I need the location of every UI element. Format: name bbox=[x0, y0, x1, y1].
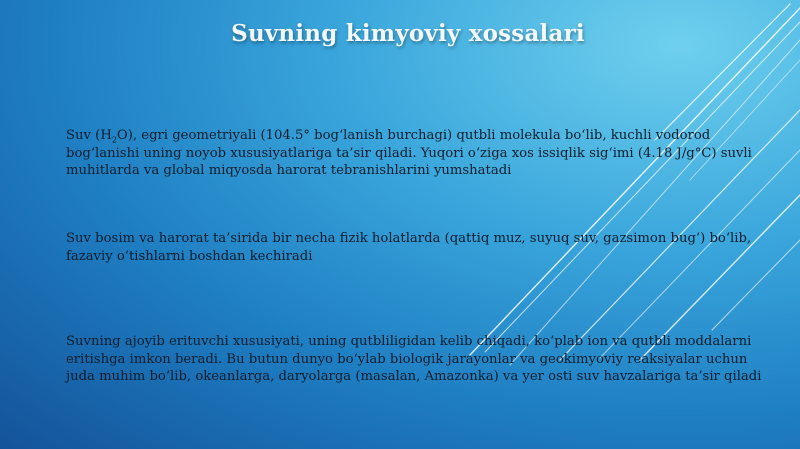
paragraph-text-part: Suv (H bbox=[66, 128, 112, 143]
deco-line bbox=[470, 8, 800, 355]
paragraph-text-part: O), egri geometriyali (104.5° bog‘lanish burchagi) qutbli molekula bo‘lib, kuchli vodorod bog‘lanishi uning noyob xususiyatlariga ta’sir qiladi. Yuqori o‘ziga xos issiqlik sig‘imi (4.18 J/g°C) suvli muhitlarda va global miqyosda harorat tebranishlarini yumshatadi bbox=[66, 128, 752, 179]
deco-line bbox=[510, 40, 800, 365]
deco-line bbox=[485, 22, 800, 352]
paragraph-physical-states: Suv bosim va harorat ta’sirida bir necha fizik holatlarda (qattiq muz, suyuq suv, gazsimon bug‘) bo‘lib, fazaviy o‘tishlarni boshdan kechiradi bbox=[66, 231, 752, 264]
paragraph-molecular-structure bbox=[66, 127, 766, 180]
subscript-2: 2 bbox=[111, 135, 117, 145]
paragraph-solvent-property: Suvning ajoyib erituvchi xususiyati, uning qutbliligidan kelib chiqadi, ko‘plab ion va qutbli moddalarni eritishga imkon beradi. Bu butun dunyo bo‘ylab biologik jarayonlar va geokimyoviy reaksiyalar uchun juda muhim bo‘lib, okeanlarga, daryolarga (masalan, Amazonka) va yer osti suv havzalariga ta’sir qiladi bbox=[66, 334, 762, 385]
slide-title: Suvning kimyoviy xossalari bbox=[231, 20, 585, 47]
